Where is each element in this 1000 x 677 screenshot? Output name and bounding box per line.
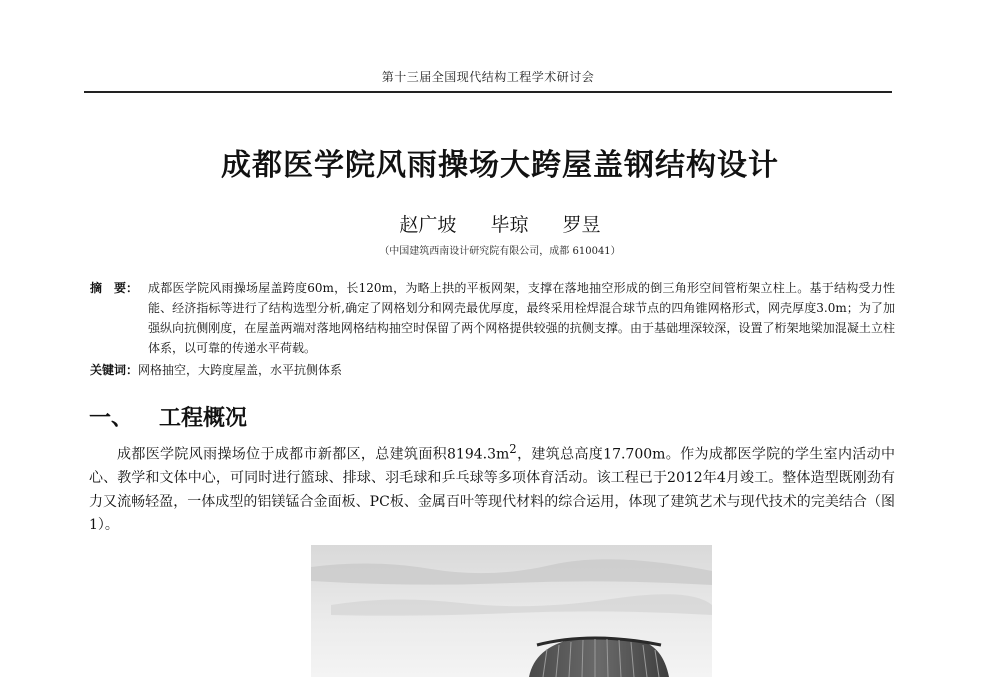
author-name: 罗昱 xyxy=(562,214,601,236)
keywords-label: 关键词： xyxy=(90,363,139,377)
stadium-photo-image xyxy=(311,545,712,677)
abstract-label: 摘 要： xyxy=(90,281,139,295)
abstract xyxy=(90,278,895,358)
running-header: 第十三届全国现代结构工程学术研讨会 xyxy=(381,70,595,84)
section-number: 一、 xyxy=(89,406,134,431)
paper-title: 成都医学院风雨操场大跨屋盖钢结构设计 xyxy=(221,148,779,183)
author-affiliation: （中国建筑西南设计研究院有限公司，成都 610041） xyxy=(379,246,621,257)
abstract-text: 成都医学院风雨操场屋盖跨度60m，长120m，为略上拱的平板网架，支撑在落地抽空形成的倒三角形空间管桁架立柱上。基于结构受力性能、经济指标等进行了结构选型分析,确定了网格划分和网壳最优厚度，最终采用栓焊混合球节点的四角锥网格形式，网壳厚度3.0m；为了加强纵向抗侧刚度，在屋盖两端对落地网格结构抽空时保留了两个网格提供较强的抗侧支撑。由于基础埋深较深，设置了桁架地梁加混凝土立柱体系，以可靠的传递水平荷载。 xyxy=(148,281,895,355)
author-name: 毕琼 xyxy=(490,214,529,236)
area-unit-superscript: 2 xyxy=(509,442,517,456)
keywords-text: 网格抽空，大跨度屋盖，水平抗侧体系 xyxy=(138,363,343,377)
header-rule xyxy=(84,91,892,93)
paragraph-text-a: 成都医学院风雨操场位于成都市新都区，总建筑面积8194.3m xyxy=(117,446,510,463)
keywords xyxy=(90,360,895,380)
figure-1-photo xyxy=(311,545,712,677)
section-title: 工程概况 xyxy=(159,406,248,431)
author-name: 赵广坡 xyxy=(399,214,457,236)
body-paragraph xyxy=(89,438,895,538)
section-heading xyxy=(89,401,247,432)
author-list xyxy=(0,210,1000,237)
paragraph-text-b: ，建筑总高度17.700m。作为成都医学院的学生室内活动中心、教学和文体中心，可同时进行篮球、排球、羽毛球和乒乓球等多项体育活动。该工程已于2012年4月竣工。整体造型既刚劲有力又流畅轻盈，一体成型的铝镁锰合金面板、PC板、金属百叶等现代材料的综合运用，体现了建筑艺术与现代技术的完美结合（图1）。 xyxy=(89,446,896,534)
